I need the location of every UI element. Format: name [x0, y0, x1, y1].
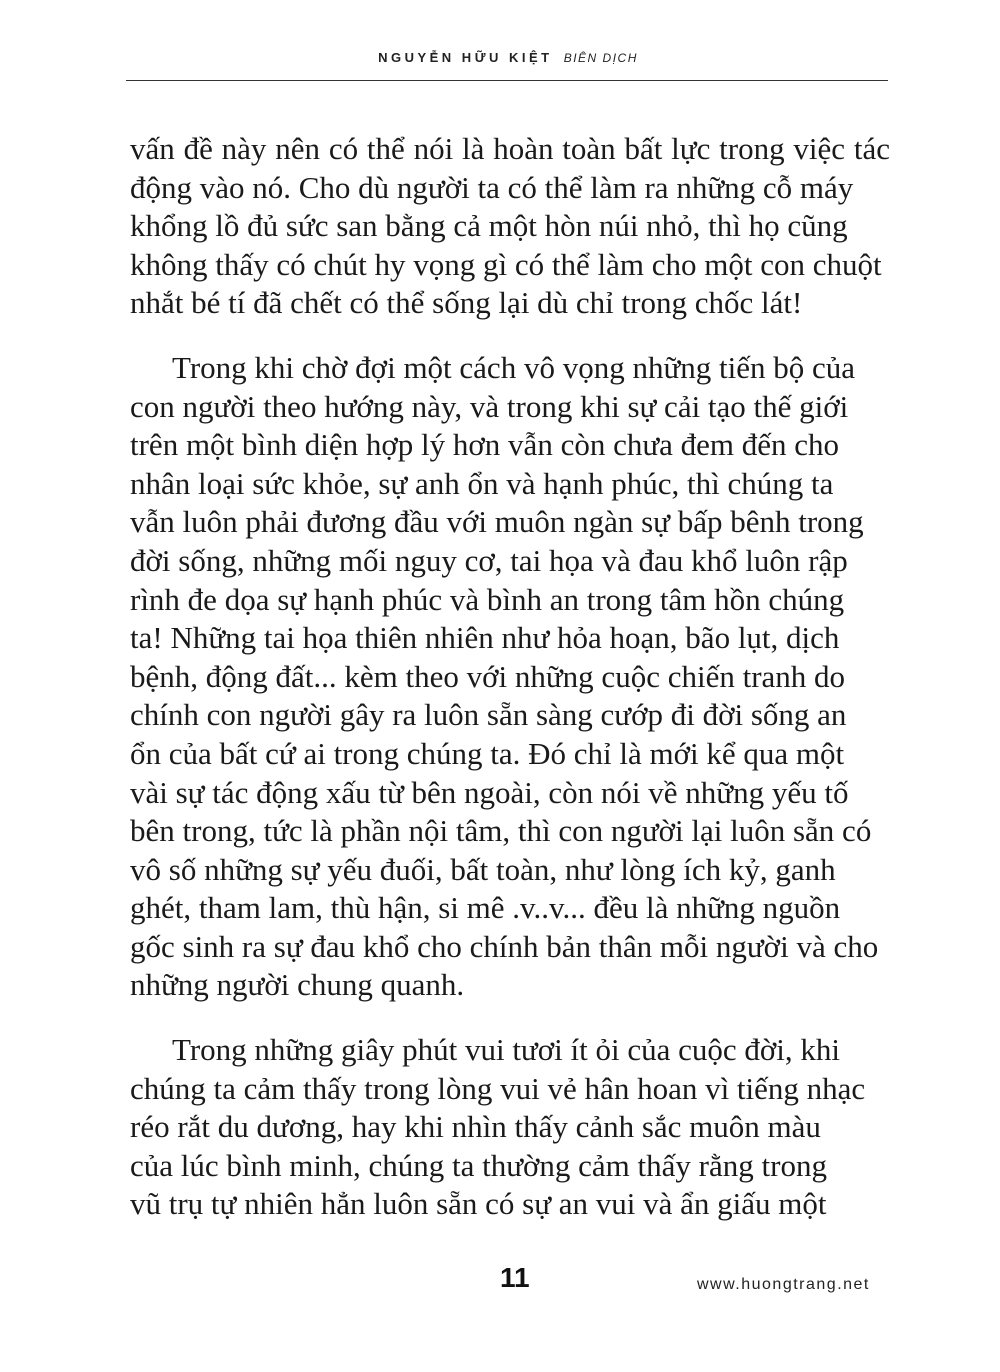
text-line: bệnh, động đất... kèm theo với những cuộc chiến tranh do — [130, 658, 846, 694]
website-link[interactable]: www.huongtrang.net — [697, 1276, 870, 1293]
text-line: đời sống, những mối nguy cơ, tai họa và đau khổ luôn rập — [130, 542, 848, 578]
text-line: réo rắt du dương, hay khi nhìn thấy cảnh sắc muôn màu — [130, 1109, 821, 1145]
text-line: những người chung quanh. — [130, 967, 465, 1003]
text-line: nhắt bé tí đã chết có thể sống lại dù chỉ trong chốc lát! — [130, 285, 803, 321]
text-line: ghét, tham lam, thù hận, si mê .v..v... đều là những nguồn — [130, 890, 841, 926]
text-line: nhân loại sức khỏe, sự anh ổn và hạnh phúc, thì chúng ta — [130, 465, 834, 501]
paragraph-2 — [130, 349, 890, 1005]
body-text — [130, 130, 890, 1224]
page-number: 11 — [500, 1262, 530, 1293]
text-line: vài sự tác động xấu từ bên ngoài, còn nói về những yếu tố — [130, 774, 849, 810]
text-line: chúng ta cảm thấy trong lòng vui vẻ hân hoan vì tiếng nhạc — [130, 1070, 866, 1106]
text-line: ta! Những tai họa thiên nhiên như hỏa hoạn, bão lụt, dịch — [130, 620, 840, 656]
paragraph-1 — [130, 130, 890, 323]
text-line: trên một bình diện hợp lý hơn vẫn còn chưa đem đến cho — [130, 427, 840, 463]
text-line: không thấy có chút hy vọng gì có thể làm cho một con chuột — [130, 246, 882, 282]
text-line: vô số những sự yếu đuối, bất toàn, như lòng ích kỷ, ganh — [130, 851, 836, 887]
text-line: rình đe dọa sự hạnh phúc và bình an trong tâm hồn chúng — [130, 581, 845, 617]
text-line: bên trong, tức là phần nội tâm, thì con người lại luôn sẵn có — [130, 813, 872, 849]
header-role: BIÊN DỊCH — [563, 51, 638, 65]
text-line: vấn đề này nên có thể nói là hoàn toàn bất lực trong việc tác — [130, 131, 890, 166]
text-line: gốc sinh ra sự đau khổ cho chính bản thân mỗi người và cho — [130, 928, 879, 964]
text-line: vẫn luôn phải đương đầu với muôn ngàn sự bấp bênh trong — [130, 504, 864, 540]
paragraph-gap — [130, 1005, 890, 1031]
text-line: vũ trụ tự nhiên hẳn luôn sẵn có sự an vui và ẩn giấu một — [130, 1186, 827, 1222]
text-line: chính con người gây ra luôn sẵn sàng cướp đi đời sống an — [130, 697, 847, 733]
text-line: của lúc bình minh, chúng ta thường cảm thấy rằng trong — [130, 1147, 827, 1183]
text-line: khổng lồ đủ sức san bằng cả một hòn núi nhỏ, thì họ cũng — [130, 208, 848, 244]
header-divider — [126, 80, 888, 81]
text-line: ổn của bất cứ ai trong chúng ta. Đó chỉ là mới kể qua một — [130, 735, 845, 771]
text-line: con người theo hướng này, và trong khi sự cải tạo thế giới — [130, 388, 849, 424]
text-line: Trong khi chờ đợi một cách vô vọng những tiến bộ của — [172, 349, 855, 385]
text-line: động vào nó. Cho dù người ta có thể làm ra những cỗ máy — [130, 169, 854, 205]
header-author: NGUYỄN HỮU KIỆT — [378, 50, 553, 65]
running-header — [128, 50, 888, 65]
paragraph-gap — [130, 323, 890, 349]
text-line: Trong những giây phút vui tươi ít ỏi của cuộc đời, khi — [172, 1032, 840, 1068]
paragraph-3 — [130, 1031, 890, 1224]
